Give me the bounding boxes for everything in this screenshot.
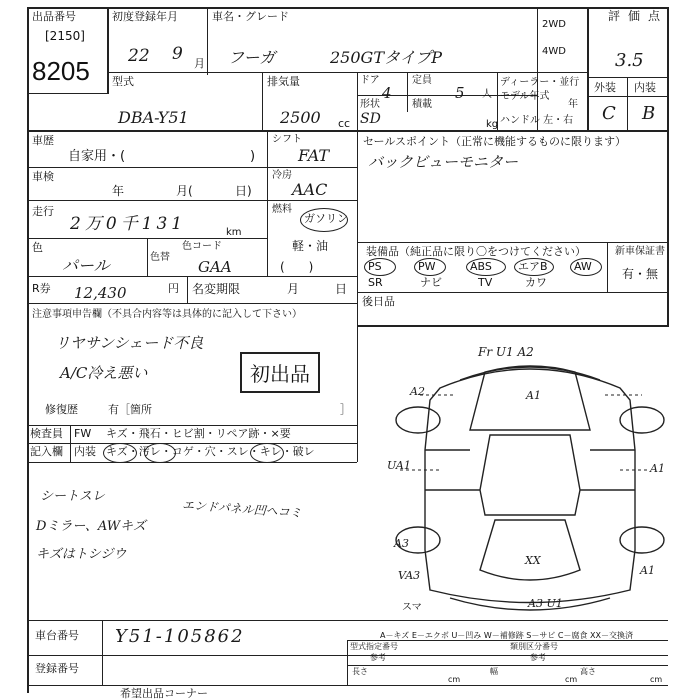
ac-value: AAC [292, 180, 328, 199]
history-value: 自家用・( [68, 149, 126, 164]
reg-year: 22 [128, 46, 150, 66]
divider [207, 7, 208, 75]
damage-ua1: UA1 [387, 459, 411, 472]
divider [357, 325, 668, 327]
divider [27, 303, 357, 304]
divider [27, 443, 357, 444]
damage-xx: XX [525, 554, 541, 567]
damage-a1-rr: A1 [640, 564, 655, 577]
r-value: 12,430 [74, 284, 127, 302]
yen-unit: 円 [168, 282, 179, 295]
divider [267, 167, 357, 168]
stain-circle [144, 443, 176, 463]
equipment-item: SR [368, 276, 383, 289]
load-unit: kg [486, 119, 499, 130]
divider [70, 425, 71, 462]
memo-3: キズはトシジウ [36, 547, 127, 562]
inspection-label: 車検 [32, 170, 54, 183]
mileage-value: 2万0千131 [70, 214, 187, 234]
damage-a3-left: A3 [394, 537, 409, 550]
height-cm: cm [650, 675, 663, 684]
fuel-diesel: 軽・油 [292, 239, 329, 253]
wear-circle [250, 443, 284, 463]
width-label: 幅 [490, 667, 498, 676]
divider [347, 665, 668, 666]
car-name: フーガ [228, 48, 276, 67]
divider [102, 620, 103, 685]
lot-sub: [2150] [45, 29, 85, 43]
warranty-label: 新車保証書 [615, 246, 665, 257]
frame-right [667, 7, 669, 327]
frame-left [27, 7, 29, 693]
equipment-circle [514, 258, 554, 276]
r-label: R券 [32, 282, 51, 295]
equipment-circle [570, 258, 602, 276]
shape-value: SD [360, 111, 381, 127]
class-label: 類別区分番号 [510, 642, 558, 651]
divider [27, 93, 109, 94]
equipment-item: TV [478, 276, 493, 289]
interior-grade: B [642, 103, 656, 124]
divider [27, 685, 668, 686]
cc-label: 排気量 [267, 75, 300, 88]
divider [607, 242, 608, 292]
divider [357, 72, 358, 132]
title-label: 名変期限 [192, 282, 241, 296]
car-label: 車名・グレード [212, 10, 289, 23]
load-label: 積載 [412, 99, 432, 110]
divider [27, 620, 668, 621]
first-reg-label: 初度登録年月 [112, 10, 178, 23]
color-value: パール [62, 256, 110, 275]
equipment-circle [364, 258, 396, 276]
divider [267, 131, 268, 276]
cc-unit: cc [338, 117, 351, 130]
year-unit: 年 [568, 99, 578, 110]
mileage-label: 走行 [32, 205, 54, 218]
model-label: 型式 [112, 75, 134, 88]
color-code-label: 色コード [182, 241, 222, 252]
memo-4: エンドパネル凹ヘコミ [181, 497, 303, 521]
class-ref: 参考 [530, 653, 546, 662]
drive-4wd: 4WD [542, 46, 566, 57]
lot-number: 8205 [32, 56, 90, 86]
scratch-circle [103, 443, 137, 463]
interior-label: 内装 [634, 81, 656, 94]
memo-1: シートスレ [40, 489, 105, 504]
capacity-value: 5 [455, 84, 465, 102]
handle-label: ハンドル 左・右 [500, 115, 574, 126]
divider [347, 640, 668, 641]
memo-2: Dミラー、AWキズ [36, 519, 146, 534]
equipment-circle [414, 258, 446, 276]
warranty-value: 有・無 [622, 267, 659, 281]
form-ref: 参考 [370, 653, 386, 662]
fuel-label: 燃料 [272, 204, 292, 215]
divider [107, 72, 587, 73]
rear-seat-label: 後日品 [362, 295, 395, 308]
door-value: 4 [382, 84, 392, 102]
divider [27, 200, 267, 201]
height-label: 高さ [580, 667, 596, 676]
dealer-label: ディーラー・並行 [500, 77, 580, 88]
divider [27, 276, 357, 277]
fuel-gas: ガソリン [304, 212, 348, 225]
notes-label: 注意事項申告欄（不具合内容等は具体的に記入して下さい） [32, 309, 302, 320]
title-month: 月 [287, 282, 300, 296]
car-damage-diagram [380, 340, 680, 620]
chassis-value: Y51-105862 [115, 626, 245, 647]
repaint-label: 色替 [150, 252, 170, 263]
reg-number-label: 登録番号 [35, 662, 79, 675]
repair-label: 修復歴 [45, 403, 78, 416]
model-code: DBA-Y51 [118, 108, 189, 127]
divider [407, 72, 408, 112]
lot-label: 出品番号 [32, 10, 76, 23]
divider [27, 462, 357, 463]
repair-value: 有［箇所 [108, 403, 152, 416]
equipment-item: ナビ [420, 276, 442, 289]
damage-a1-roof: A1 [526, 389, 541, 402]
chassis-label: 車台番号 [35, 629, 79, 642]
drive-2wd: 2WD [542, 19, 566, 30]
shift-label: シフト [272, 134, 302, 145]
grade: 250GTタイプP [330, 48, 442, 67]
inspector-row1: キズ・飛石・ヒビ割・リペア跡・×要 [106, 427, 291, 440]
divider [627, 77, 628, 132]
divider [27, 425, 357, 426]
ac-label: 冷房 [272, 170, 292, 181]
divider [587, 7, 589, 132]
divider [27, 130, 668, 132]
notes-line1: リヤサンシェード不良 [55, 334, 204, 352]
score: 3.5 [615, 50, 644, 71]
damage-a3-rear: A3 U1 [528, 597, 563, 610]
inspector-row2: キズ・汚レ・コゲ・穴・スレ・キレ・破レ [106, 445, 315, 458]
damage-va3: VA3 [398, 569, 421, 582]
divider [107, 7, 109, 93]
divider [357, 303, 358, 425]
km-unit: km [226, 227, 242, 238]
damage-legend: A－キズ E－エクボ U－凹み W－補修跡 S－サビ C－腐食 XX－交換済 [380, 631, 634, 640]
first-listing-stamp: 初出品 [240, 352, 320, 393]
reg-month: 9 [172, 44, 183, 64]
equipment-circle [466, 258, 506, 276]
capacity-label: 定員 [412, 75, 432, 86]
width-cm: cm [565, 675, 578, 684]
divider [357, 292, 668, 293]
model-year-label: モデル年式 [500, 91, 550, 102]
divider [537, 7, 538, 132]
notes-line2: A/C冷え悪い [60, 364, 148, 382]
inspect-day-unit: 日) [235, 184, 252, 198]
frame-top [27, 7, 668, 9]
inspector-label-1: 検査員 [30, 427, 63, 440]
equipment-item: AW [574, 260, 592, 273]
divider [187, 276, 188, 303]
damage-bottom: スマ [402, 602, 422, 613]
equipment-label: 装備品（純正品に限り〇をつけてください） [366, 245, 586, 258]
cc-value: 2500 [280, 108, 321, 127]
exterior-grade: C [602, 103, 616, 124]
title-day: 日 [335, 282, 348, 296]
sales-point: バックビューモニター [368, 153, 519, 171]
damage-a2: A2 [410, 385, 425, 398]
divider [262, 72, 263, 132]
len-cm: cm [448, 675, 461, 684]
equipment-item: PS [368, 260, 382, 273]
len-label: 長さ [352, 667, 368, 676]
damage-a1-right: A1 [650, 462, 665, 475]
equipment-item: PW [418, 260, 436, 273]
history-close: ) [250, 149, 256, 164]
inspector-row1-head: FW [74, 427, 92, 440]
eval-label: 評価点 [608, 9, 669, 23]
color-code: GAA [198, 258, 232, 276]
damage-top-marks: Fr U1 A2 [478, 345, 534, 359]
inspect-month-unit: 月( [176, 184, 193, 198]
divider [267, 200, 357, 201]
shift-value: FAT [298, 146, 330, 165]
equipment-item: ABS [470, 260, 492, 273]
form-label: 型式指定番号 [350, 642, 398, 651]
history-label: 車歴 [32, 134, 54, 147]
bottom-label: 希望出品コーナー [120, 687, 208, 700]
equipment-item: カワ [525, 276, 547, 289]
shape-label: 形状 [360, 99, 380, 110]
inspect-year-unit: 年 [112, 184, 125, 198]
color-label: 色 [32, 241, 43, 254]
inspector-row2-head: 内装 [74, 445, 96, 458]
inspector-label-2: 記入欄 [30, 445, 63, 458]
month-unit: 月 [194, 57, 205, 70]
fuel-paren: ( ) [280, 260, 314, 274]
divider [357, 425, 358, 462]
divider [147, 238, 148, 276]
repair-close: ］ [340, 403, 351, 416]
exterior-label: 外装 [594, 81, 616, 94]
divider [347, 640, 348, 685]
sales-label: セールスポイント（正常に機能するものに限ります） [363, 135, 627, 148]
equipment-item: エアB [518, 260, 548, 273]
divider [357, 242, 668, 243]
door-label: ドア [360, 75, 380, 86]
capacity-unit: 人 [482, 89, 492, 100]
